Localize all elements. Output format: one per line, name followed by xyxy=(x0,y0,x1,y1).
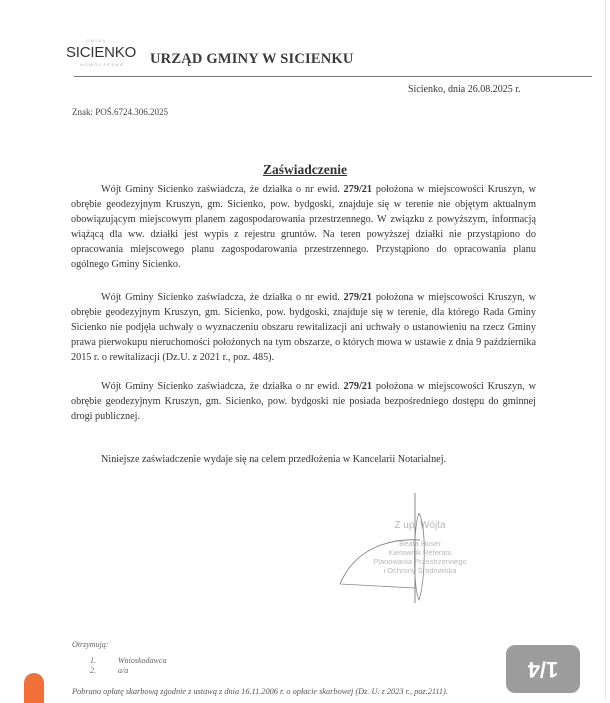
p3-text-rest: położona w miejscowości Kruszyn, w obrębie geodezyjnym Kruszyn, gm. Sicienko, pow. bydgoski nie posiada bezpośredniego dostępu do gminnej drogi publicznej. xyxy=(71,381,536,422)
municipality-logo xyxy=(56,38,148,72)
page-indicator[interactable]: 1/4 xyxy=(506,645,580,693)
stamp-line: Kierownik Referatu xyxy=(388,548,452,557)
logo-text: SICIENKO xyxy=(66,44,137,61)
p1-text: Wójt Gminy Sicienko zaświadcza, że działka o nr ewid. xyxy=(101,184,344,195)
parcel-number: 279/21 xyxy=(343,292,372,303)
reference-number: Znak: POŚ.6724.306.2025 xyxy=(72,107,169,117)
p2-text: Wójt Gminy Sicienko zaświadcza, że działka o nr ewid. xyxy=(101,292,344,303)
p1-text-rest: położona w miejscowości Kruszyn, w obrębie geodezyjnym Kruszyn, gm. Sicienko, pow. bydgoski, znajduje się w terenie nie objętym aktualnym obowiązującym miejscowym planem zagospodarowania przestrzennego. W związku z powyższym, informacją wiążącą dla ww. działki jest wypis z rejestru gruntów. Na teren powyższej działki nie przystąpiono do opracowania miejscowego planu zagospodarowania przestrzennego. Przystąpiono do opracowania planu ogólnego Gminy Sicienko. xyxy=(71,184,536,270)
logo-tagline-bottom: NOWOCZESNA xyxy=(80,62,125,67)
stamp-line: i Ochrony Środowiska xyxy=(383,566,457,575)
recipients-label: Otrzymują: xyxy=(72,640,109,649)
logo-tagline-top: GMINA xyxy=(86,38,107,43)
document-title: Zaświadczenie xyxy=(263,162,347,177)
parcel-number: 279/21 xyxy=(343,184,372,195)
recipient-number: 2. xyxy=(90,666,96,675)
recipients-list xyxy=(90,656,166,676)
p3-text: Wójt Gminy Sicienko zaświadcza, że działka o nr ewid. xyxy=(101,381,344,392)
header-divider xyxy=(74,76,592,77)
recipient-number: 1. xyxy=(90,656,96,665)
handwritten-signature xyxy=(335,488,465,618)
p2-text-rest: położona w miejscowości Kruszyn, w obrębie geodezyjnym Kruszyn, gm. Sicienko, pow. bydgoski, znajduje się w terenie, dla którego Rada Gminy Sicienko nie podjęła uchwały o wyznaczeniu obszaru rewitalizacji ani uchwały o ustanowieniu na rzecz Gminy prawa pierwokupu nieruchomości położonych na tym obszarze, o których mowa w ustawie z dnia 9 października 2015 r. o rewitalizacji (Dz.U. z 2021 r., poz. 485). xyxy=(71,292,536,363)
page-edge xyxy=(605,0,606,699)
recipient-item xyxy=(90,656,166,666)
office-name: URZĄD GMINY W SICIENKU xyxy=(150,51,354,67)
stamp-line: Planowania Przestrzennego xyxy=(373,557,467,566)
paragraph-2 xyxy=(71,290,536,365)
date-line: Sicienko, dnia 26.08.2025 r. xyxy=(408,84,521,95)
paragraph-4: Niniejsze zaświadczenie wydaje się na celem przedłożenia w Kancelarii Notarialnej. xyxy=(101,454,447,465)
recipient-item xyxy=(90,666,166,676)
recipient-name: Wnioskodawca xyxy=(118,656,167,665)
paragraph-3 xyxy=(71,379,536,424)
parcel-number: 279/21 xyxy=(343,381,372,392)
paragraph-1 xyxy=(71,182,536,272)
recipient-name: a/a xyxy=(118,666,129,675)
stamp-line: Z up. Wójta xyxy=(394,520,446,531)
stamp-line: Beata Hoser xyxy=(399,539,441,548)
stamp-duty-note: Pobrano opłatę skarbową zgodnie z ustawą z dnia 16.11.2006 r. o opłacie skarbowej (Dz. U. z 2023 r., poz.2111). xyxy=(72,687,448,696)
letterhead xyxy=(52,36,592,76)
